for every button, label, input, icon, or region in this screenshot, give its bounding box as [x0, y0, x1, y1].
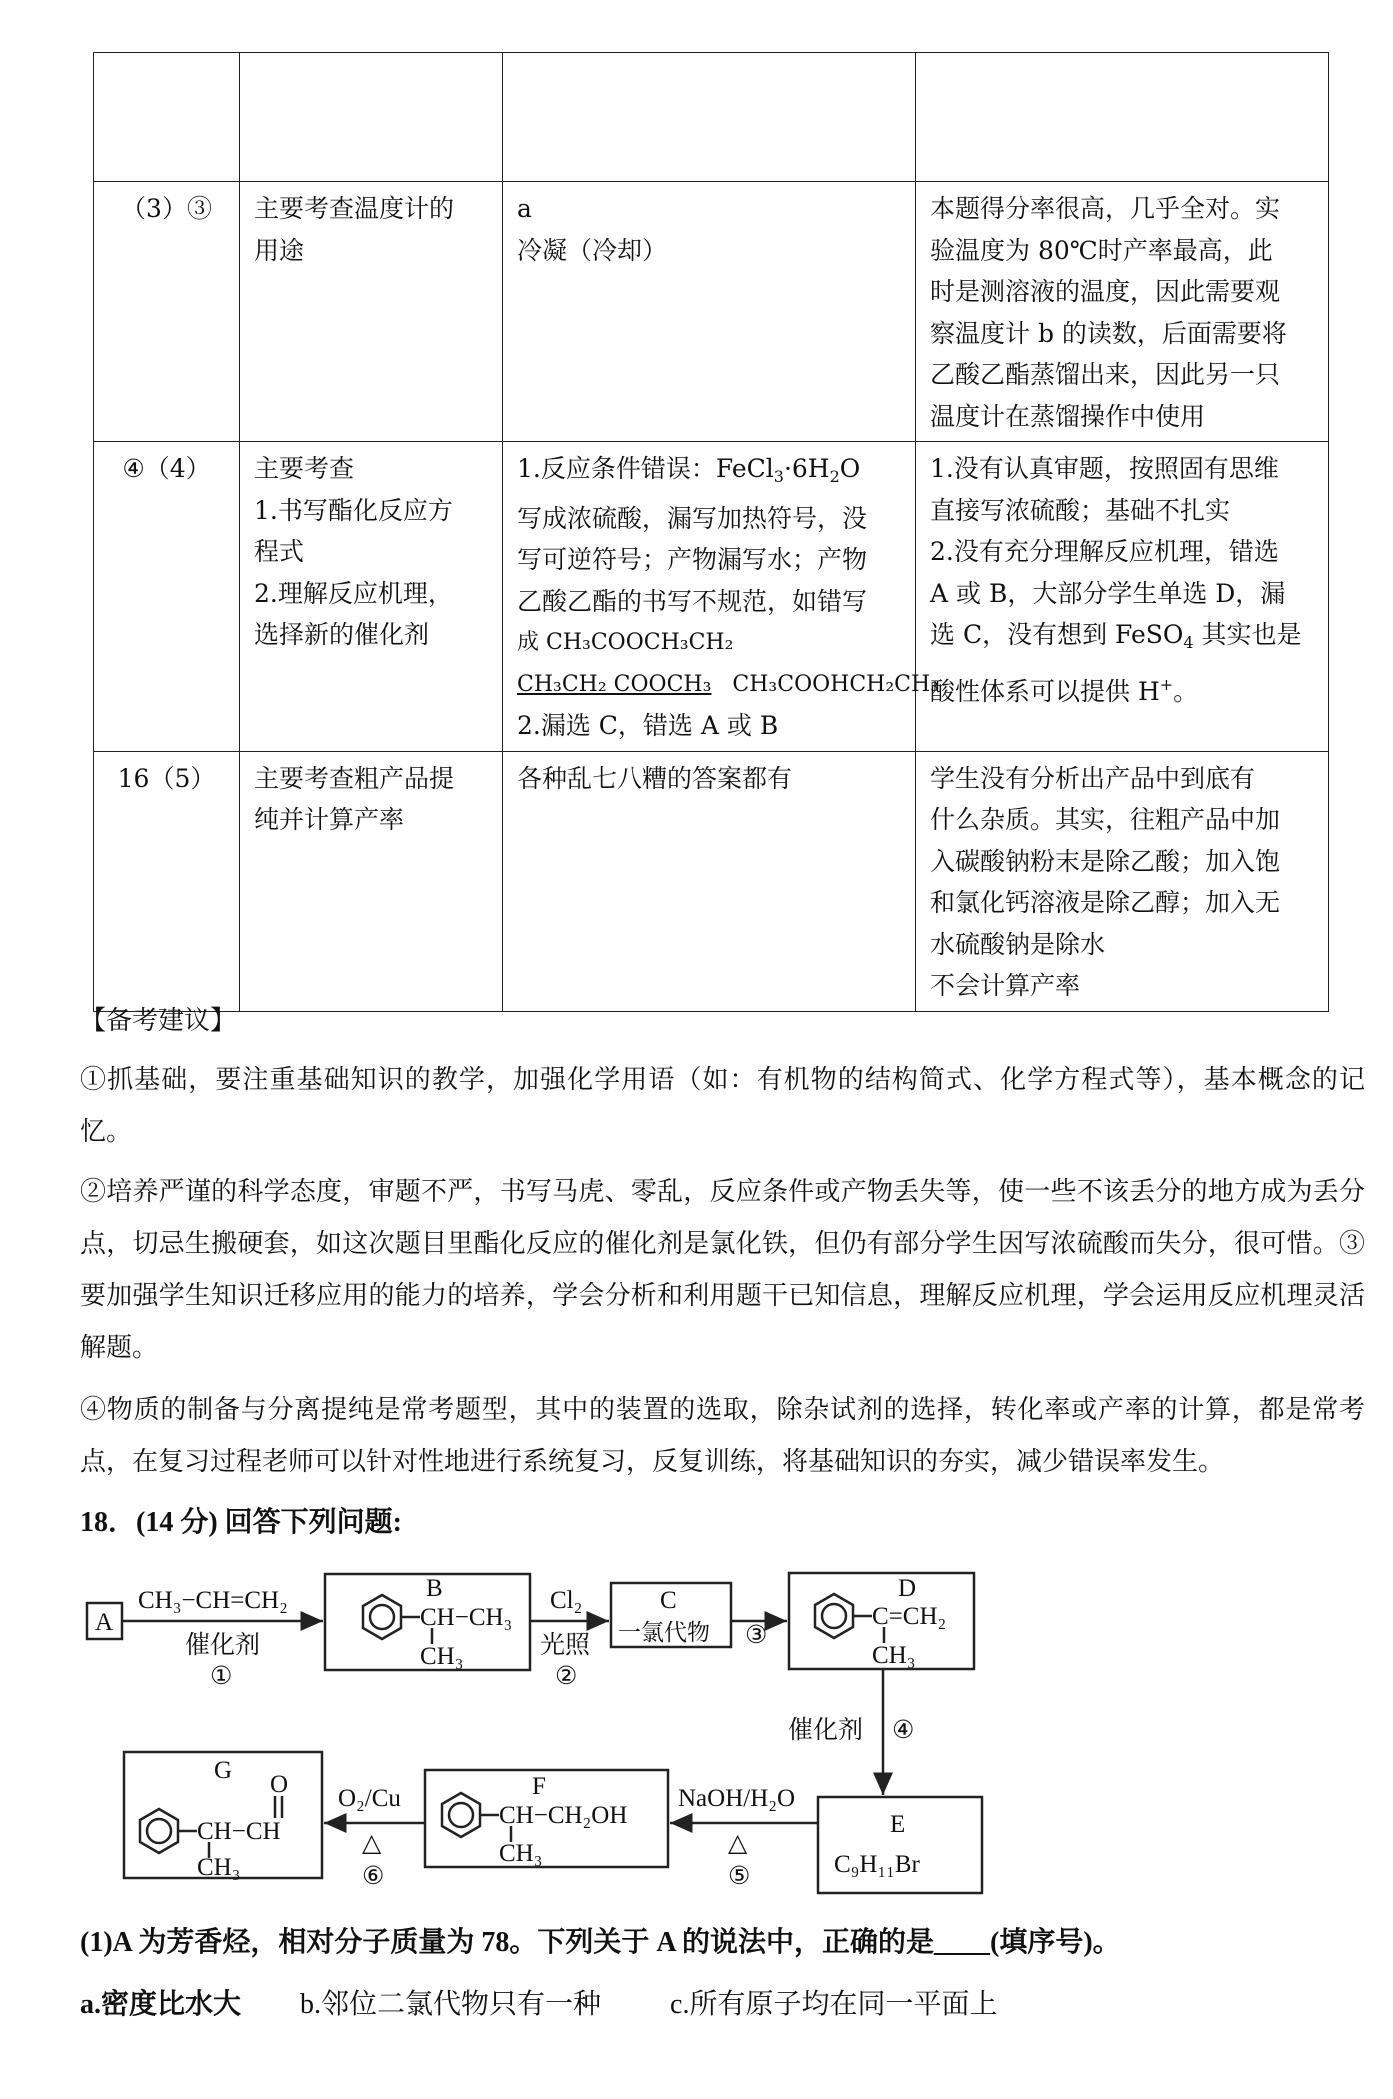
compound-d-structure: CH₃ [872, 1642, 916, 1669]
compound-f-structure: CH−CH₂OH [499, 1802, 628, 1829]
errors-cell: a 冷凝（冷却） [503, 182, 916, 442]
reason-cell: 本题得分率很高，几乎全对。实 验温度为 80℃时产率最高，此 时是测溶液的温度，因此需要观 察温度计 b 的读数，后面需要将 乙酸乙酯蒸馏出来，因此另一只 温度计在蒸馏操作中使用 [916, 182, 1329, 442]
compound-e-label: E [890, 1811, 906, 1838]
table-cell [916, 53, 1329, 182]
error-analysis-table [93, 52, 1329, 1012]
question-options [80, 1982, 1365, 2022]
suggestion-paragraph: ②培养严谨的科学态度，审题不严，书写马虎、零乱，反应条件或产物丢失等，使一些不该丢分的地方成为丢分点，切忌生搬硬套，如这次题目里酯化反应的催化剂是氯化铁，但仍有部分学生因写浓硫酸而失分，很可惜。③要加强学生知识迁移应用的能力的培养，学会分析和利用题干已知信息，理解反应机理，学会运用反应机理灵活解题。 [80, 1177, 1365, 1363]
compound-d-structure: C=CH₂ [872, 1603, 947, 1630]
suggestion-paragraph: ④物质的制备与分离提纯是常考题型，其中的装置的选取，除杂试剂的选择，转化率或产率的计算，都是常考点，在复习过程老师可以针对性地进行系统复习，反复训练，将基础知识的夯实，减少错误率发生。 [80, 1395, 1365, 1477]
compound-b-structure: CH−CH₃ [420, 1604, 513, 1631]
step-number: ③ [745, 1622, 768, 1649]
reagent-naoh: NaOH/H₂O [678, 1785, 796, 1812]
option-a: a.密度比水大 [80, 1989, 242, 2020]
condition-heat: △ [728, 1830, 748, 1857]
condition-light: 光照 [540, 1632, 591, 1659]
table-row [94, 182, 1329, 442]
compound-g-structure: CH₃ [197, 1854, 241, 1881]
question-1-text: (1)A 为芳香烃，相对分子质量为 78。下列关于 A 的说法中，正确的是____(填序号)。 [80, 1927, 1121, 1958]
focus-cell: 主要考查温度计的 用途 [240, 182, 503, 442]
reason-cell: 学生没有分析出产品中到底有 什么杂质。其实，往粗产品中加 入碳酸钠粉末是除乙酸；加入饱 和氯化钙溶液是除乙醇；加入无 水硫酸钠是除水 不会计算产率 [916, 751, 1329, 1011]
table-cell [503, 53, 916, 182]
condition-heat: △ [362, 1830, 382, 1857]
focus-cell: 主要考查粗产品提 纯并计算产率 [240, 751, 503, 1011]
question-number-cell: （3）③ [94, 182, 240, 442]
table-cell [94, 53, 240, 182]
compound-c-name: 一氯代物 [618, 1620, 710, 1645]
condition-catalyst: 催化剂 [788, 1717, 864, 1744]
step-number: ④ [892, 1717, 915, 1744]
reason-cell: 1.没有认真审题，按照固有思维 直接写浓硫酸；基础不扎实 2.没有充分理解反应机理，错选 A 或 B，大部分学生单选 D，漏 选 C，没有想到 FeSO$_4$ 其实也是 酸性体系可以提供 H+。 [916, 442, 1329, 752]
focus-cell: 主要考查 1.书写酯化反应方 程式 2.理解反应机理， 选择新的催化剂 [240, 442, 503, 752]
compound-a-label: A [95, 1609, 114, 1636]
compound-c-label: C [660, 1587, 677, 1614]
question-title: 18．(14 分) 回答下列问题: [80, 1507, 402, 1538]
option-b: b.邻位二氯代物只有一种 [300, 1989, 602, 2020]
compound-d-label: D [898, 1575, 917, 1602]
step-number: ② [555, 1663, 578, 1690]
errors-cell: 各种乱七八糟的答案都有 [503, 751, 916, 1011]
compound-g-structure: CH−CH [197, 1818, 281, 1845]
option-c: c.所有原子均在同一平面上 [670, 1989, 998, 2020]
table-row [94, 751, 1329, 1011]
question-number-cell: ④（4） [94, 442, 240, 752]
step-number: ① [210, 1663, 233, 1690]
compound-e-formula: C₉H₁₁Br [834, 1851, 920, 1878]
table-row [94, 442, 1329, 752]
synthesis-scheme [0, 1560, 1393, 1895]
compound-f-label: F [532, 1773, 546, 1800]
reagent-chlorine: Cl₂ [550, 1587, 583, 1614]
compound-b-label: B [426, 1575, 443, 1602]
reagent-propene: CH₃−CH=CH₂ [138, 1587, 288, 1614]
compound-g-oxygen: O [270, 1771, 289, 1798]
section-heading: 【备考建议】 [80, 1006, 237, 1036]
suggestion-paragraph: ①抓基础，要注重基础知识的教学，加强化学用语（如：有机物的结构简式、化学方程式等），基本概念的记忆。 [80, 1065, 1365, 1147]
step-number: ⑤ [728, 1863, 751, 1890]
table-row [94, 53, 1329, 182]
table-cell [240, 53, 503, 182]
step-number: ⑥ [362, 1863, 385, 1890]
compound-g-label: G [214, 1757, 233, 1784]
condition-catalyst: 催化剂 [185, 1632, 261, 1659]
compound-b-structure: CH₃ [420, 1643, 464, 1670]
errors-cell: 1.反应条件错误：$FeCl_3\cdot 6H_2O$ 写成浓硫酸，漏写加热符号，没 写可逆符号；产物漏写水；产物 乙酸乙酯的书写不规范，如错写 成 CH₃COOCH₃CH₂ CH₃CH₂ COOCH₃ CH₃COOHCH₂CH₃ 2.漏选 C，错选 A 或 B [503, 442, 916, 752]
reagent-oxygen-copper: O₂/Cu [338, 1785, 401, 1812]
question-number-cell: 16（5） [94, 751, 240, 1011]
compound-f-structure: CH₃ [499, 1840, 543, 1867]
